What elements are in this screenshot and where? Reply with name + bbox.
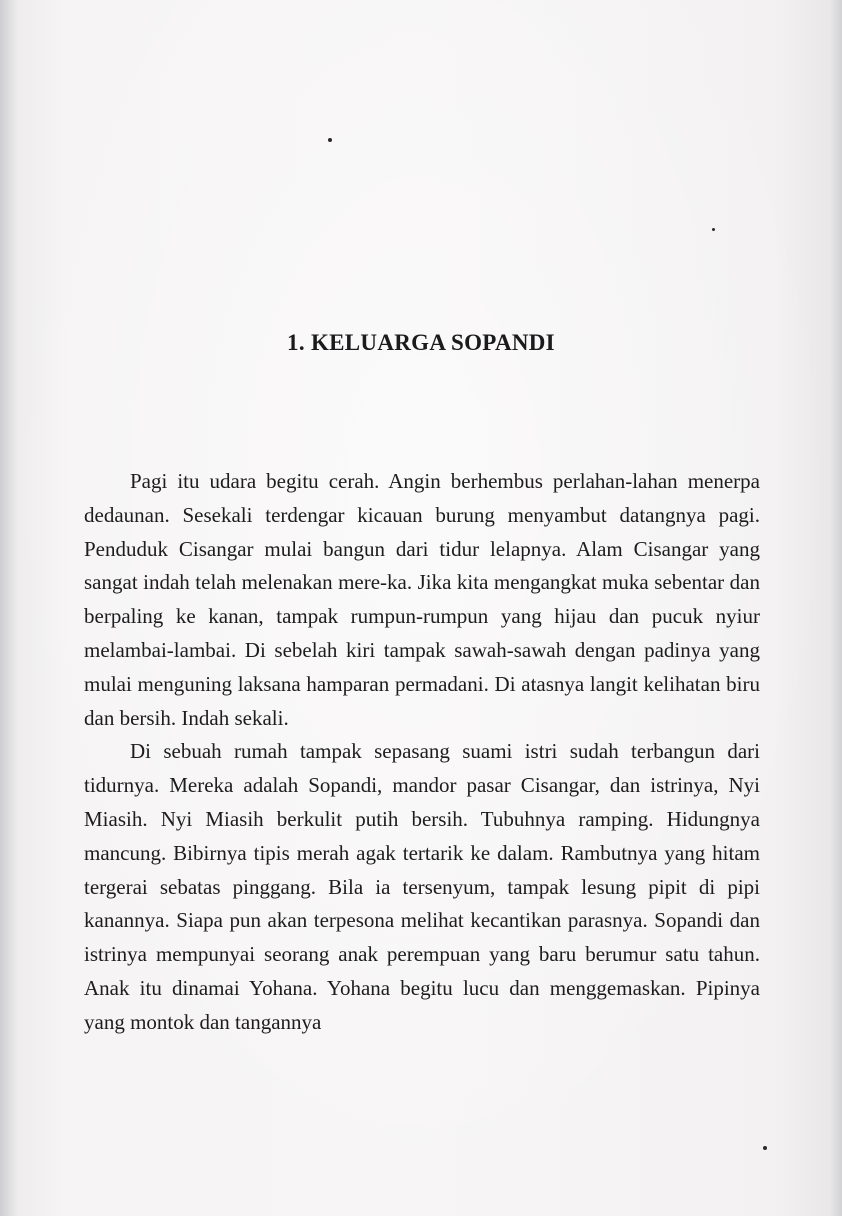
page-right-edge [830, 0, 842, 1216]
page-left-shadow [0, 0, 18, 1216]
chapter-title: 1. KELUARGA SOPANDI [287, 330, 555, 355]
speck-dot [328, 138, 332, 142]
body-text [84, 465, 760, 1040]
speck-dot [763, 1146, 767, 1150]
paragraph: Di sebuah rumah tampak sepasang suami istri sudah terbangun dari tidurnya. Mereka adalah Sopandi, mandor pasar Cisangar, dan istrinya, Nyi Miasih. Nyi Miasih berkulit putih bersih. Tubuhnya ramping. Hidungnya mancung. Bibirnya tipis merah agak tertarik ke dalam. Rambutnya yang hitam tergerai sebatas pinggang. Bila ia tersenyum, tampak lesung pipit di pipi kanannya. Siapa pun akan terpesona melihat kecantikan parasnya. Sopandi dan istrinya mempunyai seorang anak perempuan yang baru berumur satu tahun. Anak itu dinamai Yohana. Yohana begitu lucu dan menggemaskan. Pipinya yang montok dan tangannya [84, 739, 760, 1034]
paragraph: Pagi itu udara begitu cerah. Angin berhembus perlahan-lahan menerpa dedaunan. Sesekali terdengar kicauan burung menyambut datangnya pagi. Penduduk Cisangar mulai bangun dari tidur lelapnya. Alam Cisangar yang sangat indah telah melenakan mere-ka. Jika kita mengangkat muka sebentar dan berpaling ke kanan, tampak rumpun-rumpun yang hijau dan pucuk nyiur melambai-lambai. Di sebelah kiri tampak sawah-sawah dengan padinya yang mulai menguning laksana hamparan permadani. Di atasnya langit kelihatan biru dan bersih. Indah sekali. [84, 469, 760, 730]
speck-dot [712, 228, 715, 231]
